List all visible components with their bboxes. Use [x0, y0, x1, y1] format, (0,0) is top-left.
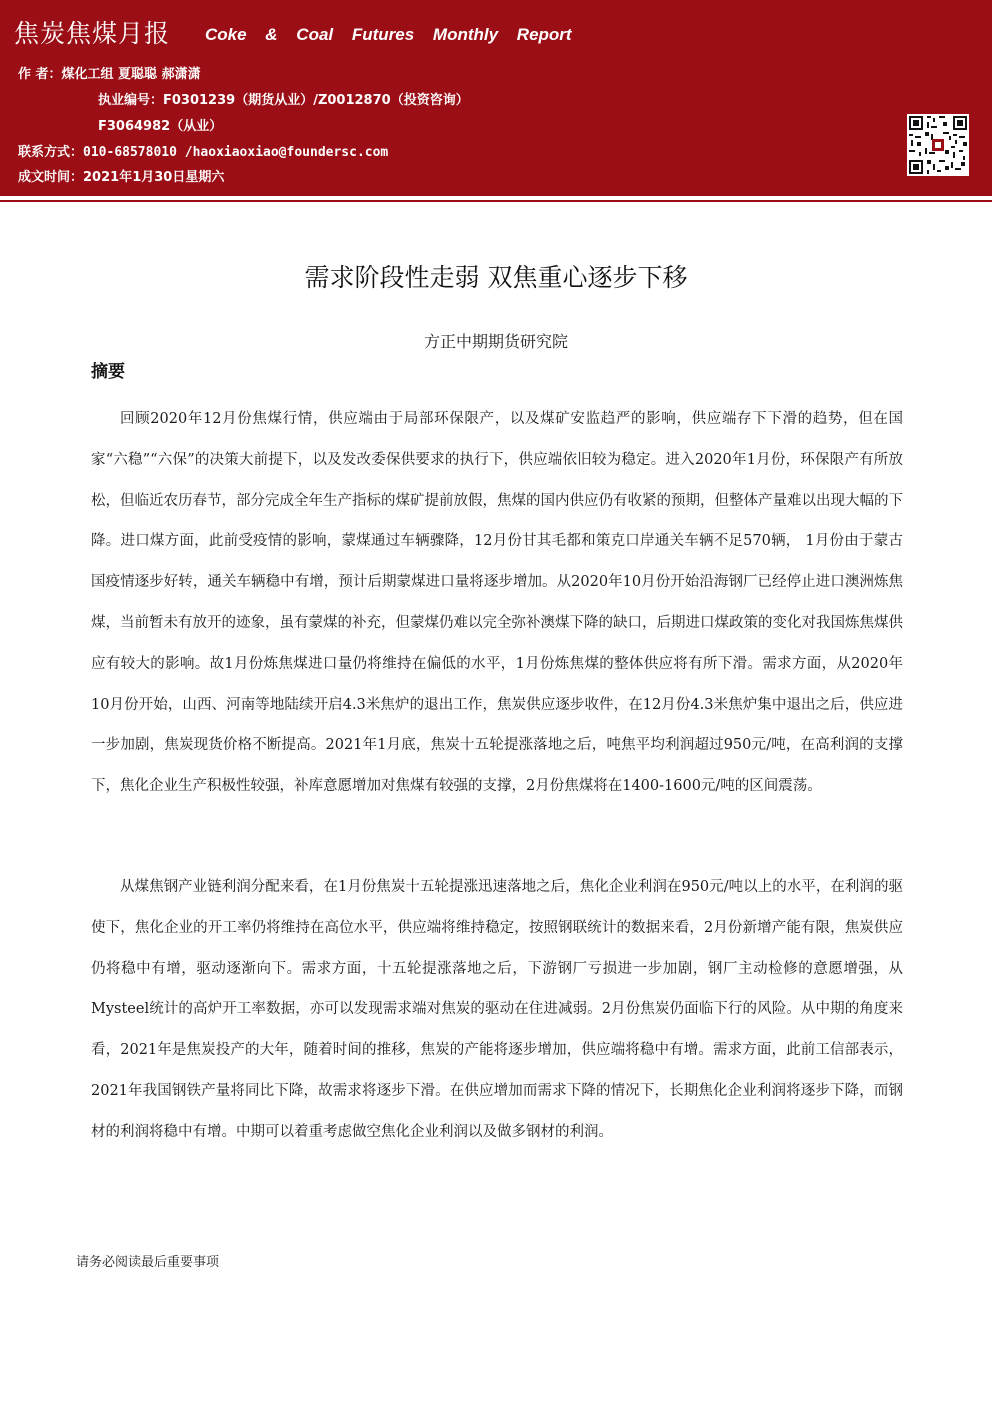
- license-line: [98, 89, 469, 108]
- contact-value: 010-68578010 /haoxiaoxiao@foundersc.com: [83, 145, 389, 160]
- author-names: 煤化工组 夏聪聪 郝潇潇: [61, 67, 201, 82]
- paragraph-text: 从煤焦钢产业链利润分配来看，在1月份焦炭十五轮提涨迅速落地之后，焦化企业利润在950元/吨以上的水平，在利润的驱使下，焦化企业的开工率仍将维持在高位水平，供应端将维持稳定，按照钢联统计的数据来看，2月份新增产能有限，焦炭供应仍将稳中有增，驱动逐渐向下。需求方面，十五轮提涨落地之后，下游钢厂亏损进一步加剧，钢厂主动检修的意愿增强，从Mysteel统计的高炉开工率数据，亦可以发现需求端对焦炭的驱动在住进减弱。2月份焦炭仍面临下行的风险。从中期的角度来看，2021年是焦炭投产的大年，随着时间的推移，焦炭的产能将逐步增加，供应端将稳中有增。需求方面，此前工信部表示，2021年我国钢铁产量将同比下降，故需求将逐步下滑。在供应增加而需求下降的情况下，长期焦化企业利润将逐步下降，而钢材的利润将稳中有增。中期可以着重考虑做空焦化企业利润以及做多钢材的利润。: [91, 879, 903, 1140]
- author-line: [18, 63, 201, 82]
- brand-title: 焦炭焦煤月报: [14, 19, 171, 48]
- date-value: 2021年1月30日星期六: [83, 170, 225, 185]
- abstract-paragraph-1: [91, 399, 903, 807]
- contact-line: [18, 141, 388, 160]
- abstract-paragraph-2: [91, 867, 903, 1153]
- report-header: [0, 0, 992, 196]
- footer-disclaimer: 请务必阅读最后重要事项: [76, 1255, 220, 1270]
- header-divider: [0, 200, 992, 202]
- date-label: 成文时间：: [18, 170, 84, 185]
- report-english-title: Coke & Coal Futures Monthly Report: [205, 25, 572, 44]
- institute-name: 方正中期期货研究院: [423, 332, 568, 351]
- qr-code-icon: [907, 114, 969, 176]
- report-title: 需求阶段性走弱 双焦重心逐步下移: [304, 263, 688, 292]
- license-number-2: F3064982（从业）: [98, 119, 223, 134]
- license-line-2: [98, 115, 222, 134]
- abstract-heading: 摘要: [91, 362, 125, 382]
- paragraph-text: 回顾2020年12月份焦煤行情，供应端由于局部环保限产，以及煤矿安监趋严的影响，供应端存下下滑的趋势，但在国家“六稳”“六保”的决策大前提下，以及发改委保供要求的执行下，供应端依旧较为稳定。进入2020年1月份，环保限产有所放松，但临近农历春节，部分完成全年生产指标的煤矿提前放假，焦煤的国内供应仍有收紧的预期，但整体产量难以出现大幅的下降。进口煤方面，此前受疫情的影响，蒙煤通过车辆骤降，12月份甘其毛都和策克口岸通关车辆不足570辆， 1月份由于蒙古国疫情逐步好转，通关车辆稳中有增，预计后期蒙煤进口量将逐步增加。从2020年10月份开始沿海钢厂已经停止进口澳洲炼焦煤，当前暂未有放开的迹象，虽有蒙煤的补充，但蒙煤仍难以完全弥补澳煤下降的缺口，后期进口煤政策的变化对我国炼焦煤供应有较大的影响。故1月份炼焦煤进口量仍将维持在偏低的水平，1月份炼焦煤的整体供应将有所下滑。需求方面，从2020年10月份开始，山西、河南等地陆续开启4.3米焦炉的退出工作，焦炭供应逐步收件，在12月份4.3米焦炉集中退出之后，供应进一步加剧，焦炭现货价格不断提高。2021年1月底，焦炭十五轮提涨落地之后，吨焦平均利润超过950元/吨，在高利润的支撑下，焦化企业生产积极性较强，补库意愿增加对焦煤有较强的支撑，2月份焦煤将在1400-1600元/吨的区间震荡。: [91, 411, 903, 795]
- date-line: [18, 166, 224, 185]
- license-number: 执业编号：F0301239（期货从业）/Z0012870（投资咨询）: [98, 93, 469, 108]
- contact-label: 联系方式：: [18, 145, 84, 160]
- author-label: 作 者：: [18, 67, 62, 82]
